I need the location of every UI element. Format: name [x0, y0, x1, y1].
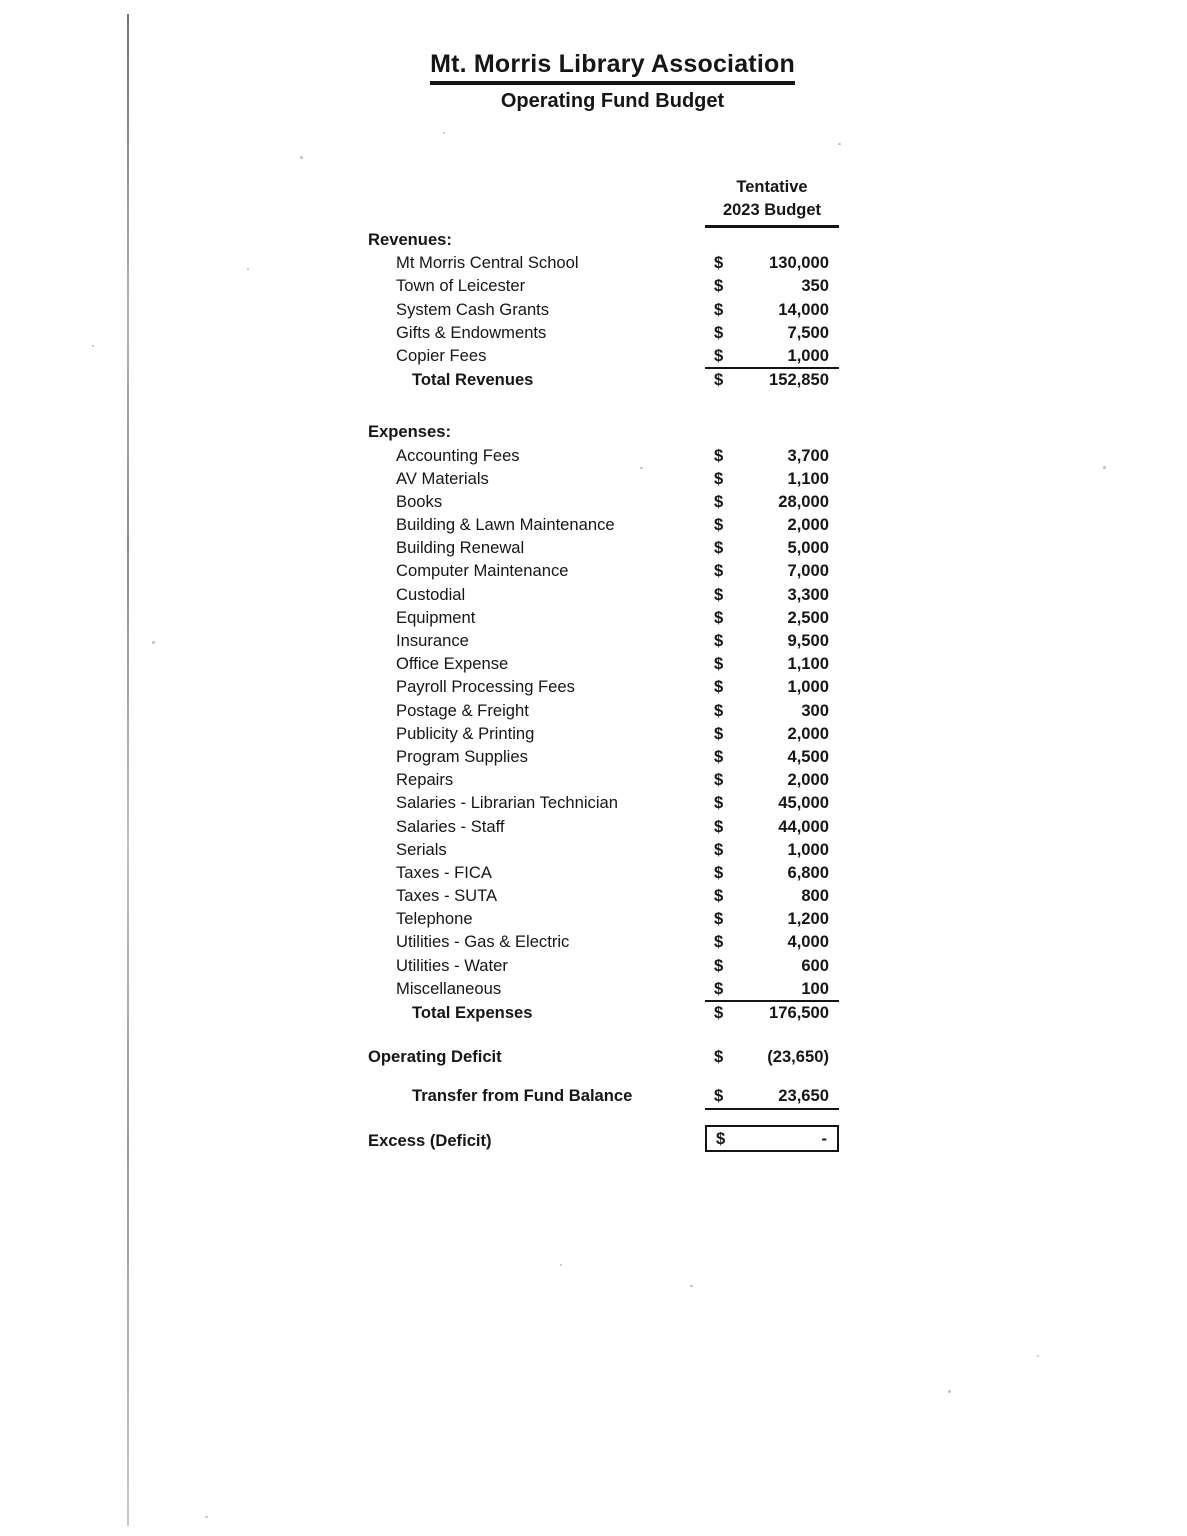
table-row: [368, 675, 839, 698]
table-row: [368, 652, 839, 675]
scan-speckle: [92, 345, 94, 347]
excess-deficit-amount: -: [821, 1128, 827, 1148]
dollar-sign: $: [716, 1128, 726, 1148]
item-value: [705, 930, 839, 953]
dollar-sign: $: [714, 746, 724, 766]
table-row: [368, 861, 839, 884]
item-amount: 2,500: [787, 607, 829, 627]
table-row: [368, 513, 839, 536]
scan-speckle: [443, 132, 445, 134]
dollar-sign: $: [714, 1047, 724, 1067]
table-row: [368, 884, 839, 907]
item-value: [705, 699, 839, 722]
item-value: [705, 298, 839, 321]
item-value: [705, 444, 839, 467]
item-amount: 1,000: [787, 839, 829, 859]
excess-deficit-row: [368, 1129, 839, 1152]
dollar-sign: $: [714, 932, 724, 952]
item-label: AV Materials: [396, 468, 489, 488]
scan-speckle: [1103, 466, 1106, 469]
dollar-sign: $: [714, 839, 724, 859]
item-label: System Cash Grants: [396, 299, 550, 319]
item-amount: 1,100: [787, 468, 829, 488]
table-row: [368, 629, 839, 652]
dollar-sign: $: [714, 978, 724, 998]
item-value: [705, 490, 839, 513]
budget-column-header: [705, 176, 839, 228]
item-label: Utilities - Water: [396, 955, 508, 975]
total-revenues-amount: 152,850: [769, 370, 829, 390]
transfer-label: Transfer from Fund Balance: [412, 1086, 633, 1106]
table-row: [368, 321, 839, 344]
dollar-sign: $: [714, 468, 724, 488]
table-row: [368, 444, 839, 467]
dollar-sign: $: [714, 345, 724, 365]
total-revenues-label: Total Revenues: [412, 370, 534, 390]
dollar-sign: $: [714, 700, 724, 720]
table-row: [368, 606, 839, 629]
item-label: Telephone: [396, 909, 473, 929]
dollar-sign: $: [714, 299, 724, 319]
item-amount: 800: [801, 886, 829, 906]
item-label: Building & Lawn Maintenance: [396, 515, 615, 535]
item-value: [705, 536, 839, 559]
item-value: [705, 251, 839, 274]
item-amount: 9,500: [787, 631, 829, 650]
item-value: [705, 884, 839, 907]
table-row: [368, 838, 839, 861]
item-amount: 4,500: [787, 746, 829, 766]
dollar-sign: $: [714, 491, 724, 511]
item-label: Town of Leicester: [396, 276, 526, 296]
item-amount: 1,000: [787, 677, 829, 697]
item-value: [705, 513, 839, 536]
item-amount: 3,700: [787, 445, 829, 465]
scan-speckle: [838, 143, 841, 145]
item-amount: 45,000: [778, 793, 829, 813]
table-row: [368, 954, 839, 977]
item-amount: 28,000: [778, 491, 829, 511]
item-value: [705, 606, 839, 629]
item-label: Custodial: [396, 584, 466, 604]
item-value: [705, 838, 839, 861]
total-revenues-row: [368, 367, 839, 390]
item-label: Publicity & Printing: [396, 723, 535, 743]
item-amount: 7,500: [787, 322, 829, 342]
item-label: Insurance: [396, 631, 469, 650]
scan-speckle: [1037, 1355, 1039, 1357]
transfer-row: [368, 1084, 839, 1107]
table-row: [368, 791, 839, 814]
scan-speckle: [560, 1264, 562, 1266]
table-row: [368, 815, 839, 838]
item-value: [705, 629, 839, 652]
item-value: [705, 977, 839, 1002]
dollar-sign: $: [714, 538, 724, 558]
item-value: [705, 467, 839, 490]
item-value: [705, 652, 839, 675]
expenses-heading: Expenses:: [368, 422, 452, 442]
operating-deficit-row: [368, 1045, 839, 1068]
item-label: Repairs: [396, 770, 454, 790]
column-header-line1: Tentative: [736, 178, 808, 196]
item-label: Taxes - SUTA: [396, 886, 498, 906]
item-amount: 44,000: [778, 816, 829, 836]
dollar-sign: $: [714, 445, 724, 465]
table-row: [368, 536, 839, 559]
dollar-sign: $: [714, 862, 724, 882]
item-label: Office Expense: [396, 654, 509, 674]
table-row: [368, 251, 839, 274]
item-amount: 600: [801, 955, 829, 975]
scan-speckle: [205, 1516, 208, 1518]
item-label: Gifts & Endowments: [396, 322, 547, 342]
item-value: [705, 768, 839, 791]
scan-speckle: [152, 641, 155, 644]
item-amount: 130,000: [769, 253, 829, 273]
item-value: [705, 954, 839, 977]
table-row: [368, 467, 839, 490]
total-expenses-amount: 176,500: [769, 1003, 829, 1022]
dollar-sign: $: [714, 276, 724, 296]
item-label: Program Supplies: [396, 746, 528, 766]
table-row: [368, 699, 839, 722]
item-value: [705, 321, 839, 344]
item-amount: 2,000: [787, 770, 829, 790]
item-label: Utilities - Gas & Electric: [396, 932, 570, 952]
item-amount: 350: [801, 276, 829, 296]
item-label: Salaries - Librarian Technician: [396, 793, 618, 813]
item-amount: 2,000: [787, 723, 829, 743]
total-expenses-value: [705, 1000, 839, 1024]
item-label: Books: [396, 491, 443, 511]
item-amount: 1,100: [787, 654, 829, 674]
budget-table: [368, 228, 839, 1152]
item-label: Building Renewal: [396, 538, 525, 558]
transfer-amount: 23,650: [778, 1086, 829, 1106]
item-amount: 7,000: [787, 561, 829, 581]
item-amount: 1,000: [787, 345, 829, 365]
dollar-sign: $: [714, 253, 724, 273]
item-amount: 300: [801, 700, 829, 720]
dollar-sign: $: [714, 515, 724, 535]
item-label: Computer Maintenance: [396, 561, 569, 581]
dollar-sign: $: [714, 1086, 724, 1106]
item-amount: 5,000: [787, 538, 829, 558]
item-amount: 4,000: [787, 932, 829, 952]
dollar-sign: $: [714, 677, 724, 697]
excess-deficit-label: Excess (Deficit): [368, 1130, 492, 1150]
item-amount: 6,800: [787, 862, 829, 882]
item-value: [705, 861, 839, 884]
dollar-sign: $: [714, 584, 724, 604]
item-value: [705, 907, 839, 930]
item-value: [705, 791, 839, 814]
dollar-sign: $: [714, 793, 724, 813]
scan-edge-artifact: [127, 14, 129, 1526]
expenses-rows: [368, 444, 839, 1001]
dollar-sign: $: [714, 370, 724, 390]
item-value: [705, 274, 839, 297]
table-row: [368, 344, 839, 367]
dollar-sign: $: [714, 770, 724, 790]
table-row: [368, 745, 839, 768]
scan-speckle: [690, 1285, 693, 1287]
item-amount: 100: [801, 978, 829, 998]
scan-speckle: [247, 268, 249, 270]
dollar-sign: $: [714, 322, 724, 342]
item-label: Salaries - Staff: [396, 816, 505, 836]
revenues-heading: Revenues:: [368, 230, 452, 249]
item-amount: 1,200: [787, 909, 829, 929]
item-value: [705, 344, 839, 369]
item-value: [705, 722, 839, 745]
total-expenses-label: Total Expenses: [412, 1003, 533, 1022]
document-header: [38, 50, 1187, 113]
table-row: [368, 722, 839, 745]
operating-deficit-label: Operating Deficit: [368, 1047, 502, 1067]
item-value: [705, 745, 839, 768]
table-row: [368, 298, 839, 321]
item-label: Accounting Fees: [396, 445, 520, 465]
item-value: [705, 675, 839, 698]
item-value: [705, 583, 839, 606]
dollar-sign: $: [714, 607, 724, 627]
item-amount: 3,300: [787, 584, 829, 604]
item-label: Miscellaneous: [396, 978, 502, 998]
dollar-sign: $: [714, 955, 724, 975]
operating-deficit-value: [705, 1045, 839, 1068]
item-amount: 14,000: [778, 299, 829, 319]
table-row: [368, 768, 839, 791]
item-label: Equipment: [396, 607, 476, 627]
dollar-sign: $: [714, 561, 724, 581]
table-row: [368, 583, 839, 606]
item-amount: 2,000: [787, 515, 829, 535]
excess-deficit-value-box: [705, 1125, 839, 1152]
dollar-sign: $: [714, 1003, 724, 1022]
revenues-rows: [368, 251, 839, 367]
item-label: Taxes - FICA: [396, 862, 492, 882]
dollar-sign: $: [714, 816, 724, 836]
transfer-value: [705, 1084, 839, 1109]
table-row: [368, 907, 839, 930]
item-value: [705, 559, 839, 582]
document-title: Mt. Morris Library Association: [430, 50, 795, 85]
table-row: [368, 274, 839, 297]
dollar-sign: $: [714, 909, 724, 929]
table-row: [368, 977, 839, 1000]
document-subtitle: Operating Fund Budget: [500, 90, 725, 112]
item-label: Postage & Freight: [396, 700, 529, 720]
item-label: Copier Fees: [396, 345, 487, 365]
total-revenues-value: [705, 367, 839, 391]
operating-deficit-amount: (23,650): [767, 1047, 829, 1067]
item-value: [705, 815, 839, 838]
item-label: Serials: [396, 839, 447, 859]
dollar-sign: $: [714, 723, 724, 743]
dollar-sign: $: [714, 654, 724, 674]
table-row: [368, 930, 839, 953]
column-header-line2: 2023 Budget: [722, 201, 822, 219]
dollar-sign: $: [714, 631, 724, 650]
table-row: [368, 559, 839, 582]
dollar-sign: $: [714, 886, 724, 906]
table-row: [368, 490, 839, 513]
total-expenses-row: [368, 1000, 839, 1023]
item-label: Payroll Processing Fees: [396, 677, 575, 697]
scan-speckle: [300, 156, 303, 159]
item-label: Mt Morris Central School: [396, 253, 579, 273]
scan-speckle: [948, 1390, 951, 1393]
